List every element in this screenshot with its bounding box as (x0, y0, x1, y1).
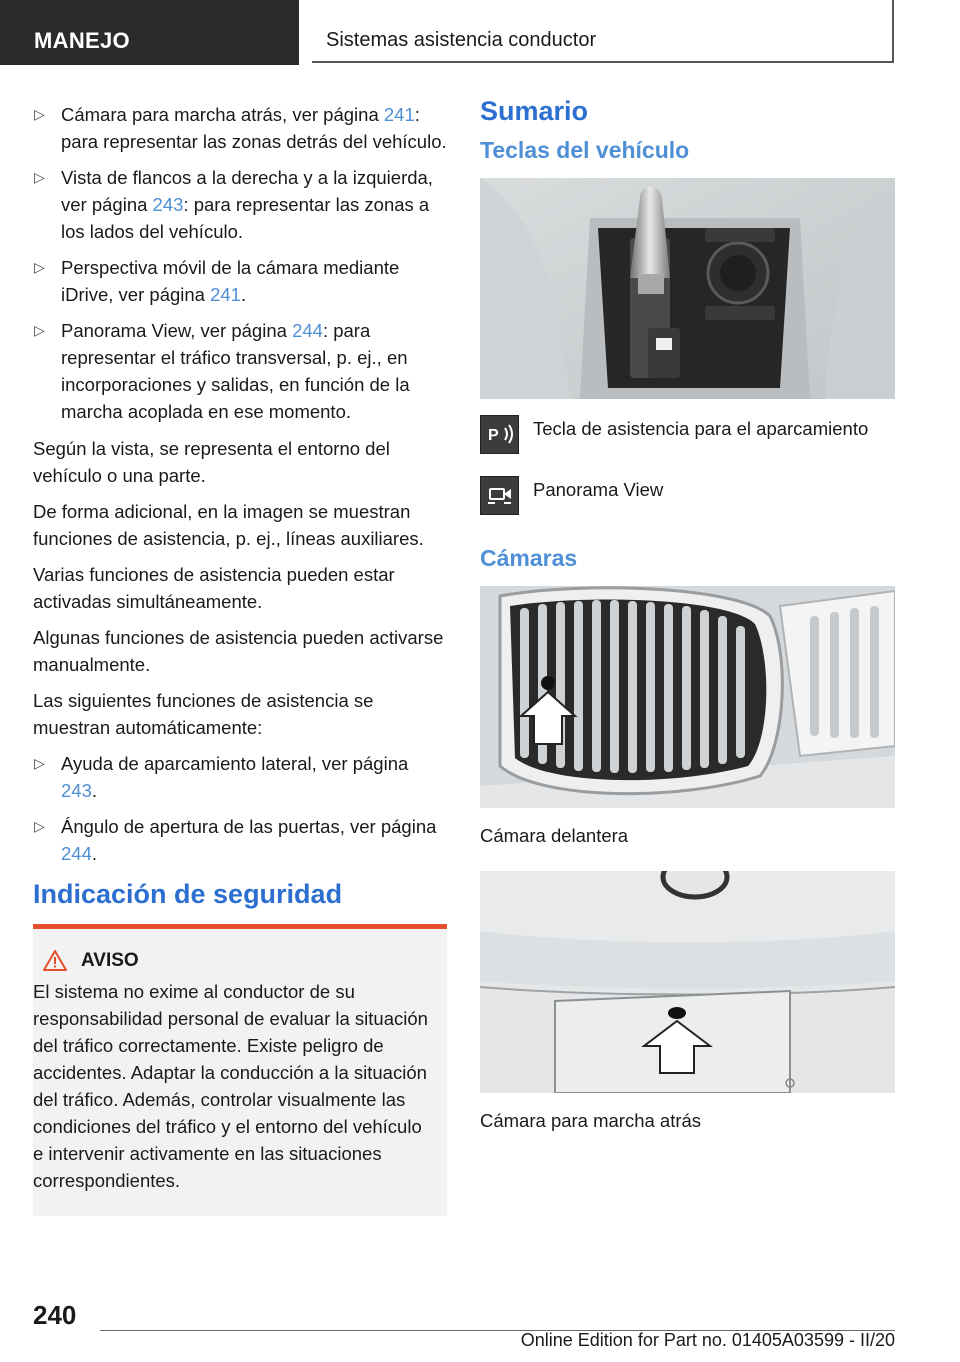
cameras-heading: Cámaras (480, 545, 578, 571)
right-column (480, 98, 895, 1150)
paragraph: De forma adicional, en la imagen se muestran funciones de asistencia, p. ej., líneas auxiliares. (33, 501, 424, 549)
key-label: Panorama View (533, 479, 664, 500)
page-link[interactable]: 243 (152, 194, 184, 215)
list-item: ▷ Ángulo de apertura de las puertas, ver página 244. (33, 813, 447, 867)
list-item: ▷ Panorama View, ver página 244: para representar el tráfico transversal, p. ej., en incorporaciones y salidas, en función de la marcha acoplada en ese momento. (33, 317, 447, 425)
paragraph: Algunas funciones de asistencia pueden activarse manualmente. (33, 627, 444, 675)
warning-triangle-icon (43, 950, 67, 971)
key-row (480, 415, 895, 454)
list-item: ▷ Ayuda de aparcamiento lateral, ver página 243. (33, 750, 447, 804)
list-item: ▷ Vista de flancos a la derecha y a la izquierda, ver página 243: para representar las zonas a los lados del vehículo. (33, 164, 447, 245)
caption-rear: Cámara para marcha atrás (480, 1110, 702, 1131)
key-label: Tecla de asistencia para el aparcamiento (533, 418, 869, 439)
page-link[interactable]: 244 (61, 843, 92, 864)
view-list (33, 101, 447, 425)
parking-assist-icon (480, 415, 519, 454)
header-chapter-label: Sistemas asistencia conductor (326, 29, 597, 51)
page-link[interactable]: 243 (61, 780, 92, 801)
safety-heading: Indicación de seguridad (33, 879, 343, 909)
triangle-bullet-icon: ▷ (34, 818, 45, 834)
paragraph: Varias funciones de asistencia pueden estar activadas simultáneamente. (33, 564, 395, 612)
page-link[interactable]: 241 (210, 284, 241, 305)
rear-camera-image (480, 871, 895, 1093)
triangle-bullet-icon: ▷ (34, 106, 45, 122)
triangle-bullet-icon: ▷ (34, 169, 45, 185)
header-chapter (312, 0, 894, 63)
page-number: 240 (33, 1300, 77, 1330)
page-link[interactable]: 244 (292, 320, 323, 341)
panorama-view-icon (480, 476, 519, 515)
paragraph: Las siguientes funciones de asistencia se muestran automáticamente: (33, 690, 374, 738)
front-grille-illustration (480, 586, 895, 808)
list-item: ▷ Perspectiva móvil de la cámara mediante iDrive, ver página 241. (33, 254, 447, 308)
center-console-illustration (480, 178, 895, 399)
header-section-label: MANEJO (34, 28, 130, 53)
header-section (0, 0, 299, 65)
triangle-bullet-icon: ▷ (34, 322, 45, 338)
summary-heading: Sumario (480, 96, 589, 126)
front-camera-image (480, 586, 895, 808)
paragraph: Según la vista, se representa el entorno del vehículo o una parte. (33, 438, 390, 486)
list-item: ▷ Cámara para marcha atrás, ver página 241: para representar las zonas detrás del vehículo. (33, 101, 447, 155)
keys-heading: Teclas del vehículo (480, 137, 690, 163)
footer-edition: Online Edition for Part no. 01405A03599 - II/20 (520, 1330, 895, 1350)
page-link[interactable]: 241 (383, 104, 415, 125)
warning-title: AVISO (81, 950, 139, 971)
warning-box (33, 924, 447, 1216)
svg-text:P: P (488, 427, 499, 444)
triangle-bullet-icon: ▷ (34, 259, 45, 275)
warning-text: El sistema no exime al conductor de su responsabilidad personal de evaluar la situación del tráfico correctamente. Existe peligro de accidentes. Adaptar la conducción a la situación del tráfico. Además, controlar visualmente las condiciones del tráfico y el entorno del vehículo e intervenir activamente en las situaciones correspondientes. (33, 981, 428, 1191)
key-row (480, 476, 895, 515)
caption-front: Cámara delantera (480, 825, 629, 846)
rear-trunk-illustration (480, 871, 895, 1093)
console-image (480, 178, 895, 399)
triangle-bullet-icon: ▷ (34, 755, 45, 771)
auto-assist-list (33, 750, 447, 867)
left-column (33, 101, 447, 1216)
